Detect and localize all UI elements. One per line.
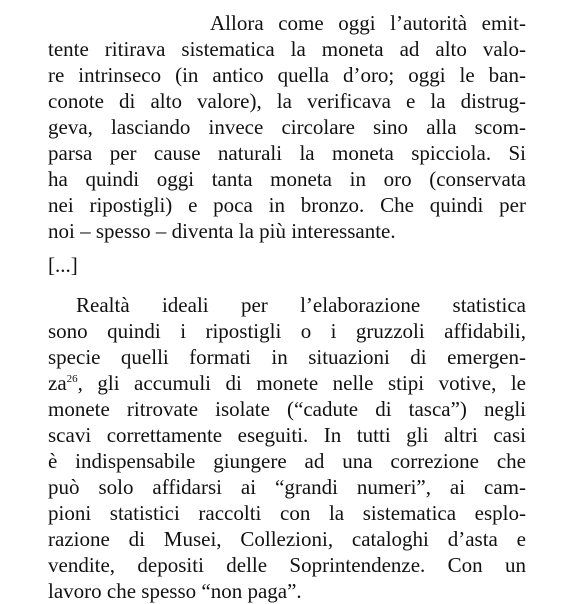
paragraph-2-line-3: specie quelli formati in situazioni di emergen- [48, 345, 526, 369]
paragraph-1-line-4: conote di alto valore), la verificava e la distrug- [48, 89, 526, 113]
footnote-reference-26: 26 [66, 373, 78, 385]
paragraph-2-line-9: pioni statistici raccolti con la sistematica esplo- [48, 501, 526, 525]
paragraph-2-line-12: lavoro che spesso “non paga”. [48, 579, 302, 603]
paragraph-2-line-4-start: za [48, 371, 67, 395]
paragraph-2-line-5: monete ritrovate isolate (“cadute di tasca”) negli [48, 397, 526, 421]
paragraph-1-line-3: re intrinseco (in antico quella d’oro; oggi le ban- [48, 63, 526, 87]
paragraph-2-line-7: è indispensabile giungere ad una correzione che [48, 449, 526, 473]
paragraph-1-line-2: tente ritirava sistematica la moneta ad alto valo- [48, 37, 526, 61]
omission-marker: [...] [48, 253, 78, 277]
paragraph-1-line-7: ha quindi oggi tanta moneta in oro (conservata [48, 167, 526, 191]
paragraph-2-line-2: sono quindi i ripostigli o i gruzzoli affidabili, [48, 319, 526, 343]
paragraph-2-line-1: Realtà ideali per l’elaborazione statistica [76, 293, 526, 317]
paragraph-2-line-4-rest: , gli accumuli di monete nelle stipi votive, le [77, 371, 526, 395]
paragraph-1-line-9: noi – spesso – diventa la più interessante. [48, 219, 396, 243]
paragraph-2-line-8: può solo affidarsi ai “grandi numeri”, ai cam- [48, 475, 526, 499]
paragraph-1-line-5: geva, lasciando invece circolare sino alla scom- [48, 115, 526, 139]
paragraph-2-line-4 [48, 370, 526, 396]
paragraph-1-line-8: nei ripostigli) e poca in bronzo. Che quindi per [48, 193, 526, 217]
paragraph-2-line-6: scavi correttamente eseguiti. In tutti gli altri casi [48, 423, 526, 447]
paragraph-2-line-11: vendite, depositi delle Soprintendenze. Con un [48, 553, 526, 577]
paragraph-2-line-10: razione di Musei, Collezioni, cataloghi d’asta e [48, 527, 526, 551]
paragraph-1-line-1: Allora come oggi l’autorità emit- [210, 11, 526, 35]
paragraph-1-line-6: parsa per cause naturali la moneta spicciola. Si [48, 141, 526, 165]
